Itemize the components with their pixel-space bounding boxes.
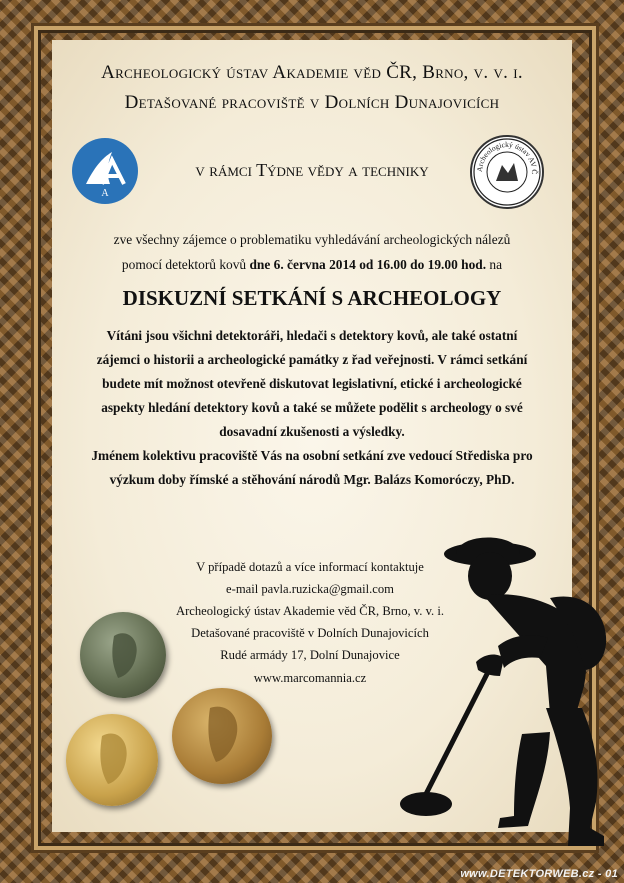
metal-detector-silhouette-icon <box>400 536 620 846</box>
intro-prefix: pomocí detektorů kovů <box>121 257 250 272</box>
intro-line-2 <box>0 257 624 273</box>
event-datetime: dne 6. června 2014 od 16.00 do 19.00 hod. <box>249 257 487 272</box>
roman-coin-gold-2-icon <box>172 688 272 784</box>
svg-text:A: A <box>101 188 109 199</box>
roman-coin-gold-icon <box>66 714 158 806</box>
contact-line: V případě dotazů a více informací kontaktuje <box>196 560 424 574</box>
contact-email[interactable]: e-mail pavla.ruzicka@gmail.com <box>226 582 394 596</box>
department-title: Detašované pracoviště v Dolních Dunajovicích <box>124 92 500 113</box>
body-last-prefix: výzkum doby římské a stěhování národů <box>109 472 344 487</box>
contact-address: Rudé armády 17, Dolní Dunajovice <box>220 648 400 662</box>
contact-line: Archeologický ústav Akademie věd ČR, Brno, v. v. i. <box>175 604 445 618</box>
intro-suffix: na <box>486 257 503 272</box>
body-line: aspekty hledání detektory kovů a také se můžete podělit s archeology o své <box>101 400 523 415</box>
body-line: Jménem kolektivu pracoviště Vás na osobní setkání zve vedoucí Střediska pro <box>91 448 533 463</box>
contact-line: Detašované pracoviště v Dolních Dunajovicích <box>191 626 429 640</box>
body-line: dosavadní zkušenosti a výsledky. <box>219 424 405 439</box>
body-line: zájemci o historii a archeologické památky z řad veřejnosti. V rámci setkání <box>96 352 528 367</box>
body-line: budete mít možnost otevřeně diskutovat legislativní, etické i archeologické <box>102 376 522 391</box>
footer-watermark: www.DETEKTORWEB.cz - 01 <box>460 868 618 880</box>
organizer-name: Mgr. Balázs Komoróczy, PhD. <box>343 472 515 487</box>
roman-coin-bronze-icon <box>80 612 166 698</box>
event-heading: DISKUZNÍ SETKÁNÍ S ARCHEOLOGY <box>122 286 502 310</box>
contact-website[interactable]: www.marcomannia.cz <box>253 671 367 685</box>
institute-title: Archeologický ústav Akademie věd ČR, Brno, v. v. i. <box>101 62 523 83</box>
svg-text:Archeologický ústav AV ČR Brno: Archeologický ústav AV Č <box>474 139 540 175</box>
footer-bar <box>0 861 624 883</box>
body-line-last <box>80 468 544 492</box>
institute-seal-icon <box>470 135 544 209</box>
event-context: v rámci Týdne vědy a techniky <box>195 160 429 180</box>
body-line: Vítáni jsou všichni detektoráři, hledači s detektory kovů, ale také ostatní <box>106 328 518 343</box>
intro-line-1: zve všechny zájemce o problematiku vyhledávání archeologických nálezů <box>113 232 511 247</box>
